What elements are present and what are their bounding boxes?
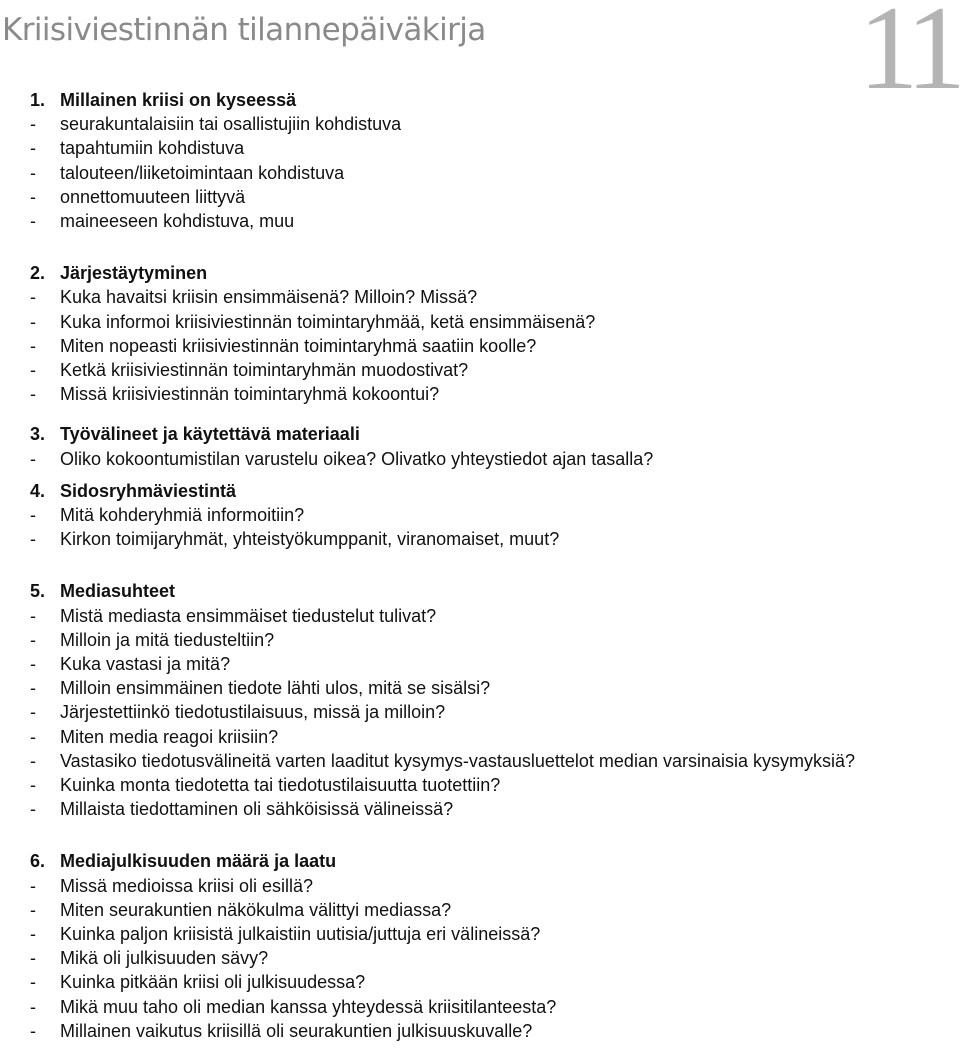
list-item: - Kirkon toimijaryhmät, yhteistyökumppanit, viranomaiset, muut? bbox=[30, 529, 560, 550]
section-6 bbox=[30, 849, 910, 1043]
list-item: - Missä kriisiviestinnän toimintaryhmä kokoontui? bbox=[30, 384, 440, 405]
section-number: 4. bbox=[30, 480, 46, 501]
list-item: - Mitä kohderyhmiä informoitiin? bbox=[30, 504, 305, 525]
section-title: Työvälineet ja käytettävä materiaali bbox=[60, 424, 360, 445]
section-number: 2. bbox=[30, 263, 46, 284]
list-item: - Mikä oli julkisuuden sävy? bbox=[30, 948, 269, 969]
section-heading bbox=[30, 849, 910, 873]
list-item: - Miten nopeasti kriisiviestinnän toimintaryhmä saatiin koolle? bbox=[30, 335, 537, 356]
section-number: 6. bbox=[30, 851, 46, 872]
section-title: Mediajulkisuuden määrä ja laatu bbox=[60, 851, 337, 872]
list-item: - Kuka havaitsi kriisin ensimmäisenä? Milloin? Missä? bbox=[30, 287, 478, 308]
list-item: - Kuka vastasi ja mitä? bbox=[30, 653, 231, 674]
list-item: - Oliko kokoontumistilan varustelu oikea? Olivatko yhteystiedot ajan tasalla? bbox=[30, 448, 654, 469]
list-item: - Ketkä kriisiviestinnän toimintaryhmän muodostivat? bbox=[30, 360, 469, 380]
section-1 bbox=[30, 88, 910, 233]
list-item: - Kuinka paljon kriisistä julkaistiin uutisia/juttuja eri välineissä? bbox=[30, 924, 541, 944]
list-item: - Kuinka pitkään kriisi oli julkisuudessa? bbox=[30, 972, 366, 993]
list-item: - Milloin ensimmäinen tiedote lähti ulos, mitä se sisälsi? bbox=[30, 678, 491, 699]
section-number: 5. bbox=[30, 581, 46, 602]
section-title: Sidosryhmäviestintä bbox=[60, 480, 237, 501]
section-number: 3. bbox=[30, 424, 46, 445]
list-item: - Mistä mediasta ensimmäiset tiedustelut tulivat? bbox=[30, 605, 437, 626]
section-heading bbox=[30, 88, 910, 112]
section-3 bbox=[30, 422, 910, 470]
list-item: - Miten media reagoi kriisiin? bbox=[30, 726, 279, 747]
section-title: Mediasuhteet bbox=[60, 581, 176, 602]
list-item: - tapahtumiin kohdistuva bbox=[30, 138, 245, 159]
list-item: - Kuka informoi kriisiviestinnän toimintaryhmää, ketä ensimmäisenä? bbox=[30, 311, 596, 332]
page-number: 11 bbox=[858, 0, 958, 114]
list-item: - Järjestettiinkö tiedotustilaisuus, missä ja milloin? bbox=[30, 702, 446, 723]
list-item: - Missä medioissa kriisi oli esillä? bbox=[30, 875, 314, 896]
list-item: - Milloin ja mitä tiedusteltiin? bbox=[30, 629, 275, 650]
page-title: Kriisiviestinnän tilannepäiväkirja bbox=[2, 12, 486, 48]
list-item: - Vastasiko tiedotusvälineitä varten laaditut kysymys-vastausluettelot median varsinaisia kysymyksiä? bbox=[30, 750, 856, 771]
list-item: - maineeseen kohdistuva, muu bbox=[30, 211, 295, 231]
list-item: - Kuinka monta tiedotetta tai tiedotustilaisuutta tuotettiin? bbox=[30, 775, 501, 795]
list-item: - Millaista tiedottaminen oli sähköisissä välineissä? bbox=[30, 799, 454, 820]
section-heading bbox=[30, 579, 910, 603]
section-4 bbox=[30, 479, 910, 552]
document-body bbox=[30, 88, 910, 1059]
list-item: - Mikä muu taho oli median kanssa yhteydessä kriisitilanteesta? bbox=[30, 996, 557, 1017]
section-heading bbox=[30, 479, 910, 503]
list-item: - onnettomuuteen liittyvä bbox=[30, 186, 246, 207]
list-item: - seurakuntalaisiin tai osallistujiin kohdistuva bbox=[30, 114, 402, 135]
section-heading bbox=[30, 261, 910, 285]
section-5 bbox=[30, 579, 910, 821]
section-title: Millainen kriisi on kyseessä bbox=[60, 90, 297, 110]
section-number: 1. bbox=[30, 90, 46, 110]
section-title: Järjestäytyminen bbox=[60, 263, 208, 284]
section-2 bbox=[30, 261, 910, 406]
list-item: - talouteen/liiketoimintaan kohdistuva bbox=[30, 162, 345, 183]
section-heading bbox=[30, 422, 910, 446]
list-item: - Miten seurakuntien näkökulma välittyi mediassa? bbox=[30, 899, 452, 920]
list-item: - Millainen vaikutus kriisillä oli seurakuntien julkisuuskuvalle? bbox=[30, 1020, 533, 1041]
